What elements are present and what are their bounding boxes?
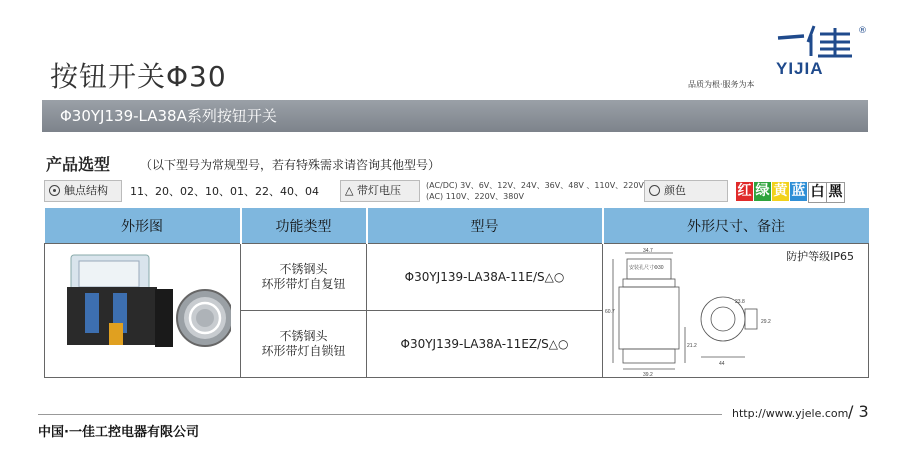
dimension-drawing xyxy=(605,247,867,377)
dim-side-depth: 23.8 xyxy=(735,299,745,305)
footer-company: 中国·一佳工控电器有限公司 xyxy=(38,425,199,440)
table-header-row xyxy=(45,208,869,244)
function-line: 不锈钢头 xyxy=(279,329,328,343)
color-label: 颜色 xyxy=(664,184,686,197)
dim-side-width: 44 xyxy=(719,361,725,367)
model-cell: Φ30YJ139-LA38A-11E/S△○ xyxy=(367,244,603,311)
color-chip: 红 xyxy=(737,183,752,199)
voltage-option xyxy=(340,180,420,202)
color-chip: 黄 xyxy=(773,183,788,199)
header-appearance: 外形图 xyxy=(45,208,241,244)
model-cell: Φ30YJ139-LA38A-11EZ/S△○ xyxy=(367,311,603,378)
voltage-line-2: (AC) 110V、220V、380V xyxy=(426,192,524,201)
product-image-cell xyxy=(45,244,241,378)
header-model: 型号 xyxy=(367,208,603,244)
contacts-values: 11、20、02、10、01、22、40、04 xyxy=(130,185,319,198)
function-line: 环形带灯自复钮 xyxy=(261,277,346,291)
dim-label: 安装孔尺寸Φ30 xyxy=(629,265,664,271)
voltage-values xyxy=(426,180,644,202)
dim-bottom-width: 39.2 xyxy=(643,372,653,377)
option-row xyxy=(44,180,868,204)
dim-side-height: 29.2 xyxy=(761,319,771,325)
radio-dot-icon xyxy=(49,185,60,196)
contacts-label: 触点结构 xyxy=(64,184,108,197)
table-row xyxy=(45,244,869,311)
selection-note: （以下型号为常规型号，若有特殊需求请咨询其他型号） xyxy=(140,158,441,172)
voltage-line-1: (AC/DC) 3V、6V、12V、24V、36V、48V 、110V、220V xyxy=(426,181,644,190)
selection-title: 产品选型 xyxy=(46,155,111,174)
spec-table xyxy=(44,208,869,378)
yijia-logo-mark xyxy=(770,20,860,76)
brand-logo xyxy=(688,20,868,92)
page-title: 按钮开关Φ30 xyxy=(50,60,227,93)
slogan: 品质为根·服务为本 xyxy=(688,80,755,89)
function-line: 环形带灯自锁钮 xyxy=(261,344,346,358)
series-title-bar: Φ30YJ139-LA38A系列按钮开关 xyxy=(42,100,868,132)
product-photo xyxy=(55,249,231,369)
dim-top-width: 34.7 xyxy=(643,248,653,254)
dim-height: 60.7 xyxy=(605,309,615,315)
color-chip: 黑 xyxy=(826,182,845,203)
header-function: 功能类型 xyxy=(241,208,367,244)
function-line: 不锈钢头 xyxy=(279,262,328,276)
voltage-label: 带灯电压 xyxy=(356,184,401,197)
logo-text-en: YIJIA xyxy=(776,59,824,76)
color-chip: 蓝 xyxy=(791,183,806,199)
contacts-option xyxy=(44,180,122,202)
dimension-drawing-cell xyxy=(603,244,869,378)
footer-url[interactable]: http://www.yjele.com xyxy=(732,407,849,420)
page-number: / 3 xyxy=(848,402,869,421)
registered-mark: ® xyxy=(858,26,867,36)
header-dimensions: 外形尺寸、备注 xyxy=(603,208,869,244)
function-cell xyxy=(241,244,367,311)
protection-rating: 防护等级IP65 xyxy=(786,250,854,263)
color-option xyxy=(644,180,728,202)
triangle-icon: △ xyxy=(345,184,354,197)
dim-sub-height: 21.2 xyxy=(687,343,697,349)
function-cell xyxy=(241,311,367,378)
footer-divider xyxy=(38,414,722,415)
color-chip: 白 xyxy=(808,182,827,203)
color-chip: 绿 xyxy=(755,183,770,199)
circle-icon xyxy=(649,185,660,196)
